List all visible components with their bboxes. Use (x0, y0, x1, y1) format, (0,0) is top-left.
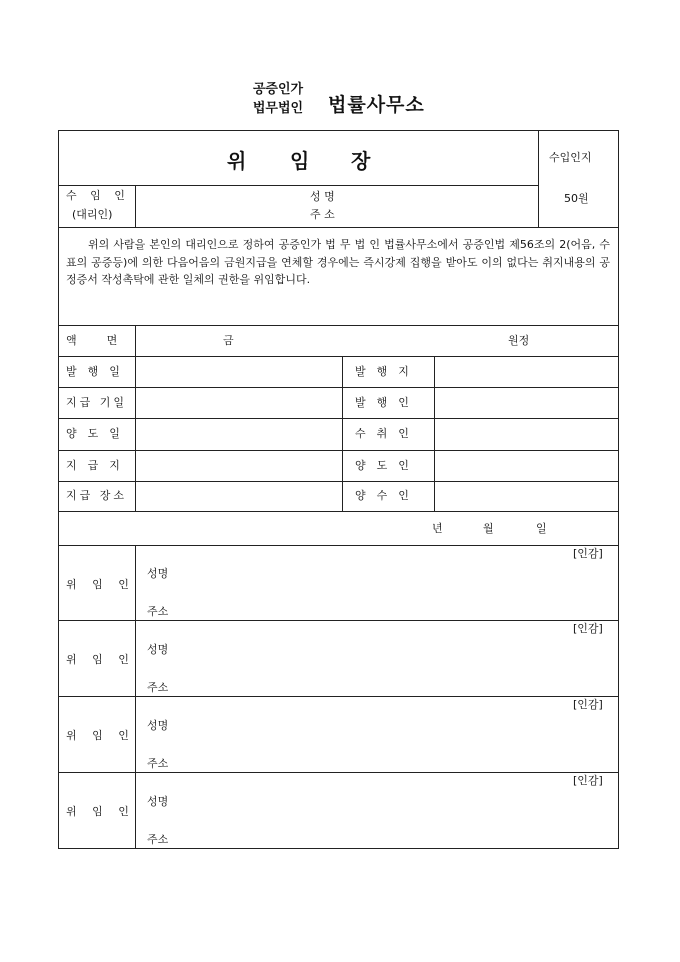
payment-place-label: 지급지 (66, 459, 131, 472)
date-day: 일 (536, 522, 547, 535)
hline (58, 511, 619, 512)
vline (135, 545, 136, 849)
transferee-label: 양수인 (355, 489, 420, 502)
hline (58, 772, 619, 773)
revenue-stamp-amount: 50원 (564, 192, 589, 205)
hline (58, 387, 619, 388)
vline (342, 356, 343, 511)
vline (434, 356, 435, 511)
hline (58, 450, 619, 451)
delegator-label: 위 임 인 (66, 805, 135, 818)
date-month: 월 (483, 522, 494, 535)
delegator-label: 위 임 인 (66, 578, 135, 591)
office-name: 법률사무소 (328, 94, 425, 116)
authorization-text: 위의 사람을 본인의 대리인으로 정하여 공증인가 법 무 법 인 법률사무소에서 공증인법 제56조의 2(어음, 수표의 공증등)에 의한 다음어음의 금원지급을 연체할 경우에는 즉시강제 집행을 받아도 이의 없다는 취지내용의 공정증서 작성촉탁에 관한 일체의 권한을 위임합니다. (66, 238, 610, 286)
payment-location-label: 지급 장소 (66, 489, 128, 502)
amount-label: 액면 (66, 334, 148, 347)
delegator-label: 위 임 인 (66, 653, 135, 666)
delegator-label: 위 임 인 (66, 729, 135, 742)
delegator-address-label: 주소 (147, 833, 169, 846)
issuer-label: 발행인 (355, 396, 420, 409)
org-line-1: 공증인가 (252, 82, 304, 97)
delegator-seal-label: [인감] (573, 547, 603, 560)
agent-label: 수 임 인 (66, 189, 130, 202)
delegator-seal-label: [인감] (573, 622, 603, 635)
vline (135, 185, 136, 227)
org-line-2: 법무법인 (252, 101, 304, 116)
date-year: 년 (432, 522, 443, 535)
vline (538, 130, 539, 227)
hline (58, 356, 619, 357)
hline (58, 185, 539, 186)
issue-date-label: 발행일 (66, 365, 131, 378)
delegator-address-label: 주소 (147, 605, 169, 618)
delegator-seal-label: [인감] (573, 774, 603, 787)
delegator-name-label: 성명 (147, 567, 169, 580)
amount-suffix: 원정 (508, 334, 530, 347)
delegator-address-label: 주소 (147, 757, 169, 770)
hline (58, 696, 619, 697)
hline (58, 418, 619, 419)
amount-prefix: 금 (223, 334, 234, 347)
title-char-2: 임 (290, 149, 310, 173)
hline (58, 545, 619, 546)
hline (58, 325, 619, 326)
hline (58, 481, 619, 482)
delegator-name-label: 성명 (147, 643, 169, 656)
vline (135, 325, 136, 511)
transferor-label: 양도인 (355, 459, 420, 472)
title-char-3: 장 (351, 149, 371, 173)
delegator-address-label: 주소 (147, 681, 169, 694)
delegator-name-label: 성명 (147, 795, 169, 808)
hline (58, 620, 619, 621)
revenue-stamp-label: 수입인지 (549, 151, 592, 164)
delegator-name-label: 성명 (147, 719, 169, 732)
payment-date-label: 지급 기일 (66, 396, 128, 409)
hline (58, 227, 619, 228)
transfer-date-label: 양도일 (66, 427, 131, 440)
agent-address-label: 주 소 (310, 208, 335, 221)
agent-name-label: 성 명 (310, 190, 335, 203)
payee-label: 수취인 (355, 427, 420, 440)
title-char-1: 위 (227, 149, 247, 173)
issue-place-label: 발행지 (355, 365, 420, 378)
document-header (0, 76, 680, 124)
org-type (243, 80, 313, 118)
delegator-seal-label: [인감] (573, 698, 603, 711)
agent-label-sub: (대리인) (72, 208, 113, 221)
